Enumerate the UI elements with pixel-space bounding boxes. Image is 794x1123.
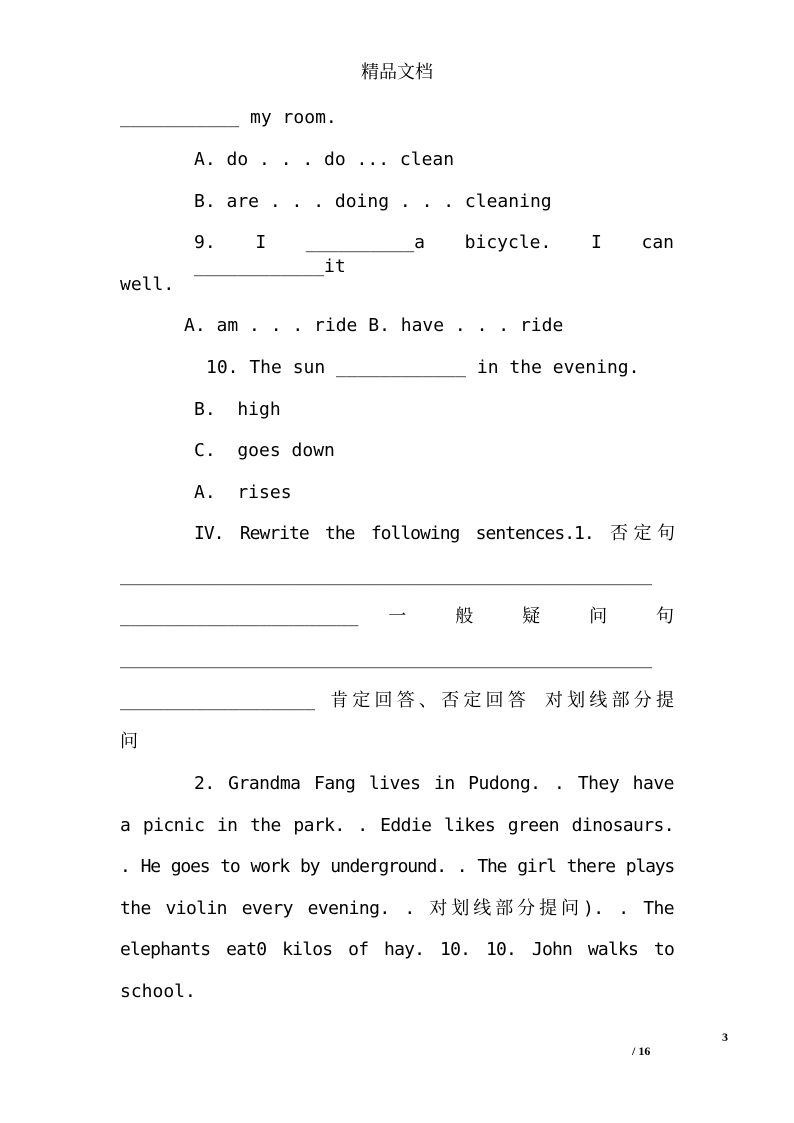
question-line: 2. Grandma Fang lives in Pudong. . They have bbox=[194, 773, 674, 794]
question-line: 9. I __________a bicycle. I can ____________it bbox=[194, 232, 674, 277]
question-line: 10. The sun ____________ in the evening. bbox=[206, 357, 640, 378]
option-line: C. goes down bbox=[194, 440, 335, 461]
text-line: ___________ my room. bbox=[120, 107, 337, 128]
option-line: A. am . . . ride B. have . . . ride bbox=[184, 315, 564, 336]
option-line: B. high bbox=[194, 399, 281, 420]
option-line: A. rises bbox=[194, 482, 292, 503]
page-header-title: 精品文档 bbox=[361, 62, 433, 83]
section-heading: IV. Rewrite the following sentences.1. 否定句 bbox=[194, 523, 674, 544]
option-line: B. are . . . doing . . . cleaning bbox=[194, 191, 552, 212]
page-number: 3 bbox=[722, 1030, 728, 1044]
text-line: school. bbox=[120, 981, 196, 1002]
answer-blank-line: __________________ 肯定回答、否定回答 对划线部分提 bbox=[120, 690, 674, 711]
answer-blank-line: __________________________________________________ bbox=[120, 648, 652, 669]
text-line: well. bbox=[120, 274, 175, 295]
question-line: . He goes to work by underground. . The girl there plays bbox=[120, 856, 674, 877]
answer-blank-line: __________________________________________________ bbox=[120, 565, 652, 586]
text-line: 问 bbox=[120, 731, 138, 752]
question-line: elephants eat0 kilos of hay. 10. 10. John walks to bbox=[120, 939, 674, 960]
page-total: / 16 bbox=[632, 1044, 651, 1058]
answer-blank-line: ______________________ 一 般 疑 问 句 bbox=[120, 606, 674, 627]
question-line: the violin every evening. . 对划线部分提问). . The bbox=[120, 898, 674, 919]
question-line: a picnic in the park. . Eddie likes green dinosaurs. bbox=[120, 815, 674, 836]
option-line: A. do . . . do ... clean bbox=[194, 149, 455, 170]
